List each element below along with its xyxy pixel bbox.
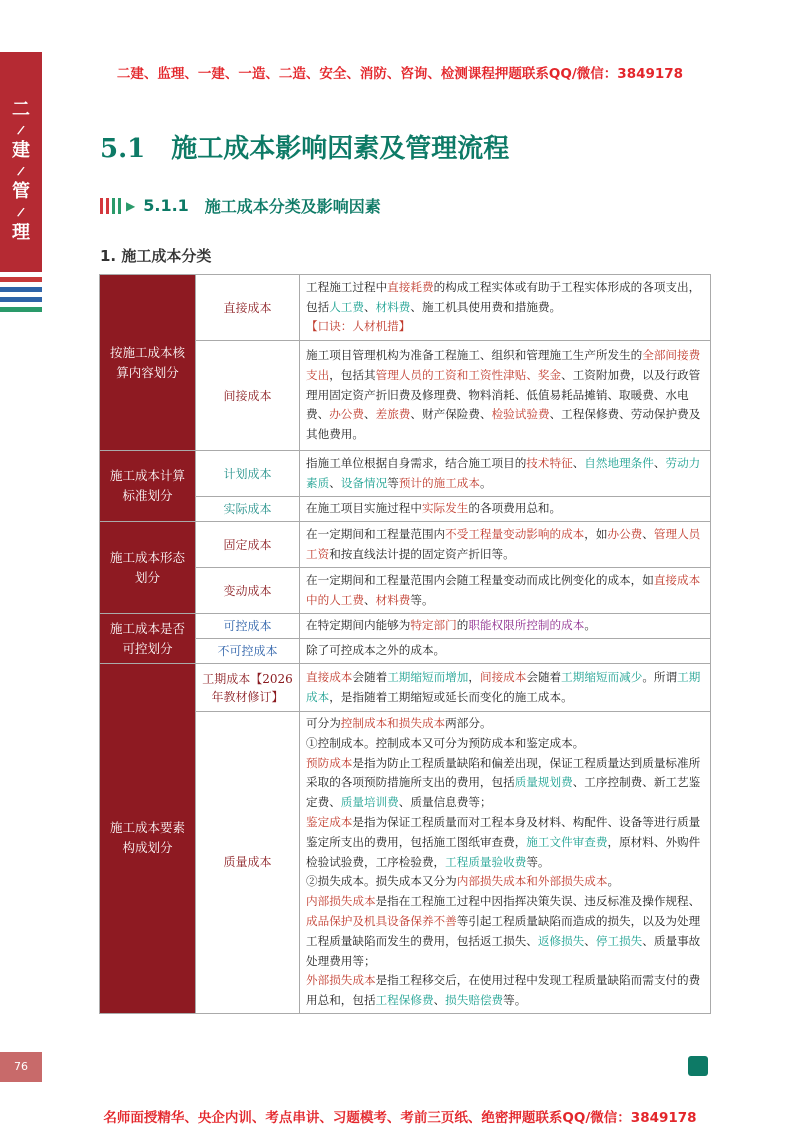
table-row <box>100 614 711 639</box>
subcategory-cell: 计划成本 <box>196 451 300 497</box>
subcategory-cell: 工期成本【2026年教材修订】 <box>196 664 300 712</box>
sidebar-chapter-label: 二 / 建 / 管 / 理 <box>12 99 30 243</box>
topic-title: 1. 施工成本分类 <box>100 247 212 265</box>
book-logo-icon <box>688 1056 708 1076</box>
category-cell: 施工成本计算标准划分 <box>100 451 196 522</box>
cost-classification-table <box>99 274 711 1014</box>
promo-banner-bottom: 名师面授精华、央企内训、考点串讲、习题模考、考前三页纸、绝密押题联系QQ/微信：3849178 <box>103 1110 697 1126</box>
category-cell: 施工成本是否可控划分 <box>100 614 196 664</box>
description-cell: 除了可控成本之外的成本。 <box>300 639 711 664</box>
description-cell: 指施工单位根据自身需求，结合施工项目的技术特征、自然地理条件、劳动力素质、设备情况等预计的施工成本。 <box>300 451 711 497</box>
description-cell: 直接成本会随着工期缩短而增加，间接成本会随着工期缩短而减少。所谓工期成本，是指随着工期缩短或延长而变化的施工成本。 <box>300 664 711 712</box>
subcategory-cell: 间接成本 <box>196 341 300 451</box>
subcategory-cell: 固定成本 <box>196 522 300 568</box>
sidebar-stripes <box>0 277 42 317</box>
description-cell: 可分为控制成本和损失成本两部分。 ①控制成本。控制成本又可分为预防成本和鉴定成本。 预防成本是指为防止工程质量缺陷和偏差出现，保证工程质量达到质量标准所采取的各项预防措施所支出的费用，包括质量规划费、工序控制费、新工艺鉴定费、质量培训费、质量信息费等； 鉴定成本是指为保证工程质量而对工程本身及材料、构配件、设备等进行质量鉴定所支出的费用，包括施工图纸审查费，施工文件审查费，原材料、外购件检验试验费，工序检验费，工程质量验收费等。 ②损失成本。损失成本又分为内部损失成本和外部损失成本。 内部损失成本是指在工程施工过程中因指挥决策失误、违反标准及操作规程、成品保护及机具设备保养不善等引起工程质量缺陷而造成的损失，以及为处理工程质量缺陷而发生的费用，包括返工损失、返修损失、停工损失、质量事故处理费用等； 外部损失成本是指工程移交后，在使用过程中发现工程质量缺陷而需支付的费用总和，包括工程保修费、损失赔偿费等。 <box>300 712 711 1014</box>
subsection-number: 5.1.1 <box>143 196 189 215</box>
subcategory-cell: 不可控成本 <box>196 639 300 664</box>
chapter-sidebar <box>0 52 42 272</box>
table-row <box>100 451 711 497</box>
heading-bars-icon: ▶ <box>100 198 135 214</box>
table-row <box>100 275 711 341</box>
description-cell: 在一定期间和工程量范围内不受工程量变动影响的成本，如办公费、管理人员工资和按直线法计提的固定资产折旧等。 <box>300 522 711 568</box>
category-cell: 施工成本要素构成划分 <box>100 664 196 1014</box>
description-cell: 在特定期间内能够为特定部门的职能权限所控制的成本。 <box>300 614 711 639</box>
subcategory-cell: 实际成本 <box>196 497 300 522</box>
promo-banner-top: 二建、监理、一建、一造、二造、安全、消防、咨询、检测课程押题联系QQ/微信：3849178 <box>116 66 684 82</box>
subsection-title: 施工成本分类及影响因素 <box>204 197 381 216</box>
description-cell: 工程施工过程中直接耗费的构成工程实体或有助于工程实体形成的各项支出，包括人工费、材料费、施工机具使用费和措施费。 【口诀：人材机措】 <box>300 275 711 341</box>
section-title: 施工成本影响因素及管理流程 <box>171 134 510 164</box>
description-cell: 在施工项目实施过程中实际发生的各项费用总和。 <box>300 497 711 522</box>
section-heading <box>100 128 509 165</box>
subcategory-cell: 变动成本 <box>196 568 300 614</box>
category-cell: 按施工成本核算内容划分 <box>100 275 196 451</box>
subcategory-cell: 可控成本 <box>196 614 300 639</box>
page-number: 76 <box>0 1052 42 1082</box>
table-row <box>100 664 711 712</box>
subcategory-cell: 直接成本 <box>196 275 300 341</box>
description-cell: 在一定期间和工程量范围内会随工程量变动而成比例变化的成本，如直接成本中的人工费、材料费等。 <box>300 568 711 614</box>
table-row <box>100 522 711 568</box>
subcategory-cell: 质量成本 <box>196 712 300 1014</box>
subsection-heading <box>100 194 381 217</box>
category-cell: 施工成本形态划分 <box>100 522 196 614</box>
section-number: 5.1 <box>100 134 146 164</box>
description-cell: 施工项目管理机构为准备工程施工、组织和管理施工生产所发生的全部间接费支出，包括其管理人员的工资和工资性津贴、奖金、工资附加费，以及行政管理用固定资产折旧费及修理费、物料消耗、低值易耗品摊销、取暖费、水电费、办公费、差旅费、财产保险费、检验试验费、工程保修费、劳动保护费及其他费用。 <box>300 341 711 451</box>
